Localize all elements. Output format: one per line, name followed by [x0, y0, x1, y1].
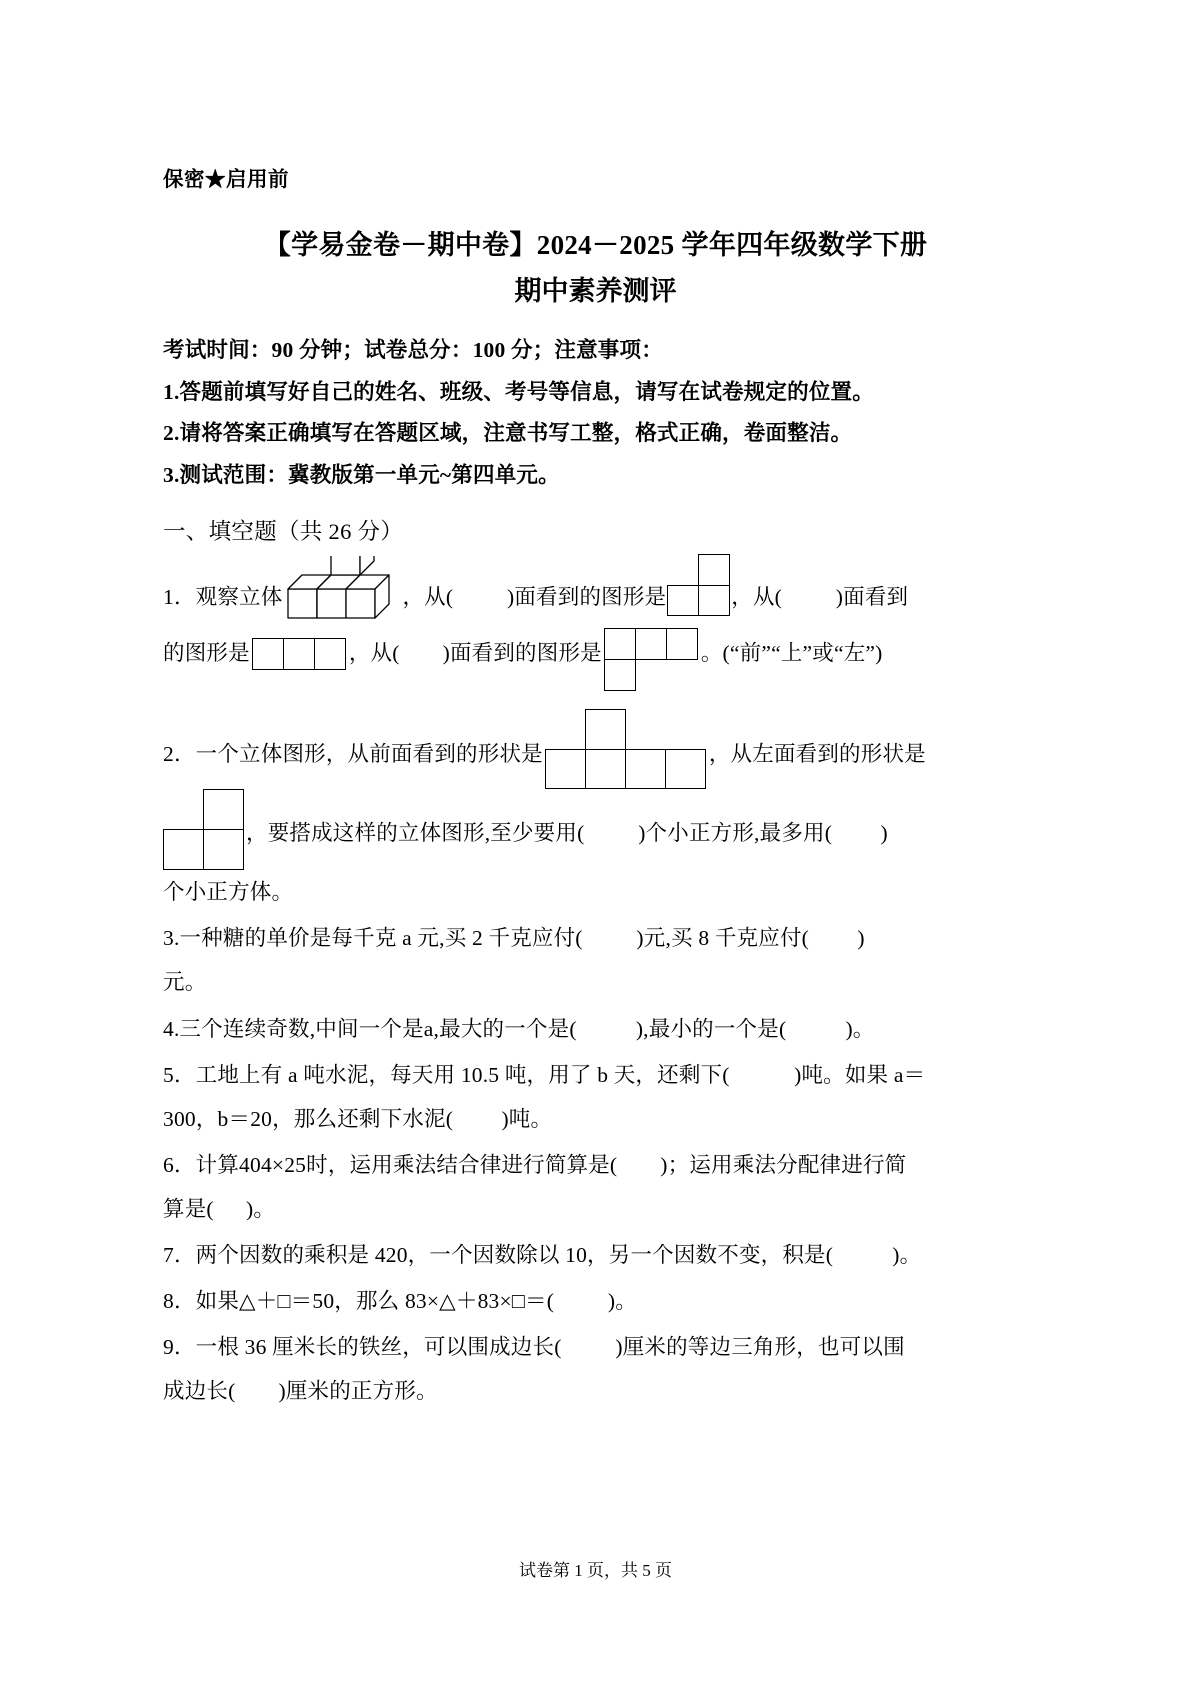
question-2-blank-2[interactable]: [832, 821, 880, 845]
grid-cell: [635, 628, 667, 660]
exam-info: 考试时间：90 分钟；试卷总分：100 分；注意事项：: [163, 337, 663, 362]
question-3-text-4: 元。: [163, 970, 207, 995]
question-4-line-1: [163, 1007, 1028, 1051]
grid-cell: [314, 638, 346, 670]
question-6-blank-2[interactable]: [214, 1197, 246, 1221]
question-8-line-1: [163, 1279, 1028, 1323]
question-5-line-2: [163, 1097, 1028, 1141]
question-8-text-2: )。: [607, 1288, 637, 1313]
grid-cell: [604, 628, 636, 660]
grid-cell: [203, 829, 244, 870]
question-3-blank-2[interactable]: [809, 926, 857, 950]
question-3-line-1: [163, 916, 1028, 960]
question-5-text-3: 300，b＝20，那么还剩下水泥(: [163, 1106, 454, 1131]
question-9-text-3: 成边长(: [163, 1379, 236, 1404]
grid-cell: [667, 585, 699, 616]
question-7-text-1: 两个因数的乘积是 420，一个因数除以 10，另一个因数不变，积是(: [195, 1242, 834, 1267]
question-1-line-1: [163, 554, 1028, 628]
page-content: [163, 168, 1028, 1415]
page-subtitle: 期中素养测评: [514, 276, 677, 307]
question-3-text-1: 一种糖的单价是每千克 a 元,买 2 千克应付(: [179, 926, 583, 951]
question-8-number: 8．: [163, 1288, 196, 1313]
question-2-line-3: [163, 870, 1028, 914]
q2-front-view-shape: [545, 709, 707, 789]
question-9-line-1: [163, 1325, 1028, 1369]
question-5-blank-1[interactable]: [730, 1063, 795, 1087]
question-5-text-1: 工地上有 a 吨水泥，每天用 10.5 吨，用了 b 天，还剩下(: [195, 1062, 730, 1087]
isometric-cube-stack-icon: [283, 556, 401, 628]
question-1-text-7: ，从(: [348, 641, 400, 666]
question-9-blank-2[interactable]: [235, 1379, 278, 1403]
question-3-blank-1[interactable]: [583, 926, 637, 950]
grid-cell: [698, 585, 730, 616]
question-7-line-1: [163, 1233, 1028, 1277]
question-8: [163, 1279, 1028, 1323]
question-4: [163, 1007, 1028, 1051]
question-3: [163, 916, 1028, 1004]
grid-cell: [283, 638, 315, 670]
question-2-text-2: ，从左面看到的形状是: [708, 742, 926, 767]
question-1-blank-2[interactable]: [782, 585, 836, 609]
question-4-blank-2[interactable]: [786, 1017, 845, 1041]
question-1-text-2: ，从(: [402, 585, 454, 610]
grid-cell: [666, 628, 698, 660]
grid-cell: [203, 789, 244, 830]
page-footer: 试卷第 1 页，共 5 页: [519, 1561, 672, 1580]
grid-cell: [625, 749, 666, 789]
question-6-line-1: [163, 1143, 1028, 1187]
question-3-text-3: ): [857, 926, 865, 951]
question-8-text-1: 如果△＋□＝50，那么 83×△＋83×□＝(: [195, 1288, 555, 1313]
q2-left-view-shape: [163, 789, 244, 870]
grid-cell: [545, 749, 586, 789]
question-2-text-1: 一个立体图形，从前面看到的形状是: [195, 742, 543, 767]
question-5-number: 5．: [163, 1062, 196, 1087]
question-4-blank-1[interactable]: [577, 1017, 636, 1041]
question-1-text-1: 观察立体: [195, 585, 283, 610]
grid-cell: [163, 829, 204, 870]
question-3-number: 3.: [163, 926, 180, 951]
question-2-line-2: [163, 789, 1028, 870]
question-7-number: 7．: [163, 1242, 196, 1267]
question-6-text-2: )；运用乘法分配律进行简: [660, 1152, 907, 1177]
q1-view-b-shape: [252, 638, 347, 670]
grid-cell: [252, 638, 284, 670]
question-4-text-1: 三个连续奇数,中间一个是a,最大的一个是(: [179, 1016, 577, 1041]
question-2-text-5: ): [880, 821, 888, 846]
question-2-text-6: 个小正方体。: [163, 880, 294, 905]
note-3: 3.测试范围：冀教版第一单元~第四单元。: [163, 463, 560, 488]
question-3-line-2: [163, 960, 1028, 1004]
question-9-text-2: )厘米的等边三角形，也可以围: [615, 1334, 905, 1359]
question-2-blank-1[interactable]: [584, 821, 638, 845]
grid-cell: [665, 749, 706, 789]
question-1-text-6: 的图形是: [163, 641, 250, 666]
question-7-blank-1[interactable]: [833, 1243, 892, 1267]
question-7-text-2: )。: [892, 1242, 922, 1267]
question-6-text-3: 算是(: [163, 1196, 214, 1221]
question-2-number: 2．: [163, 742, 196, 767]
question-1-text-3: )面看到的图形是: [506, 585, 667, 610]
question-1-text-4: ，从(: [731, 585, 783, 610]
question-6-number: 6．: [163, 1152, 196, 1177]
question-2-text-3: ，要搭成这样的立体图形,至少要用(: [246, 821, 585, 846]
q1-view-a-shape: [667, 554, 730, 616]
q1-solid-figure: [283, 556, 401, 628]
section-heading-fill-in-blank: 一、填空题（共 26 分）: [163, 519, 404, 545]
question-1-blank-1[interactable]: [453, 585, 507, 609]
question-2: [163, 709, 1028, 914]
page-title: 【学易金卷－期中卷】2024－2025 学年四年级数学下册: [263, 229, 928, 260]
question-9-line-2: [163, 1369, 1028, 1413]
secret-notice: 保密★启用前: [163, 169, 289, 191]
question-1-text-9: 。(“前”“上”或“左”): [700, 641, 883, 666]
question-4-number: 4.: [163, 1016, 180, 1041]
question-6-line-2: [163, 1187, 1028, 1231]
question-6-blank-1[interactable]: [617, 1153, 660, 1177]
question-4-text-2: ),最小的一个是(: [635, 1016, 787, 1041]
question-7: [163, 1233, 1028, 1277]
question-3-text-2: )元,买 8 千克应付(: [636, 926, 810, 951]
question-5-text-2: )吨。如果 a＝: [794, 1062, 926, 1087]
q1-view-c-shape: [604, 628, 699, 691]
question-9-number: 9．: [163, 1334, 196, 1359]
question-2-line-1: [163, 709, 1028, 789]
question-4-text-3: )。: [845, 1016, 875, 1041]
grid-cell: [604, 659, 636, 691]
question-1-text-5: )面看到: [835, 585, 909, 610]
grid-cell: [585, 709, 626, 750]
note-2: 2.请将答案正确填写在答题区域，注意书写工整，格式正确，卷面整洁。: [163, 421, 853, 446]
question-6: [163, 1143, 1028, 1231]
question-8-blank-1[interactable]: [554, 1289, 608, 1313]
grid-cell: [698, 554, 730, 586]
question-5-text-4: )吨。: [501, 1106, 553, 1131]
question-9-text-4: )厘米的正方形。: [278, 1379, 438, 1404]
question-1-number: 1．: [163, 585, 196, 610]
question-6-text-1: 计算404×25时，运用乘法结合律进行简算是(: [195, 1152, 618, 1177]
question-2-text-4: )个小正方形,最多用(: [638, 821, 833, 846]
question-9-blank-1[interactable]: [562, 1335, 616, 1359]
question-5-line-1: [163, 1053, 1028, 1097]
note-1: 1.答题前填写好自己的姓名、班级、考号等信息，请写在试卷规定的位置。: [163, 379, 874, 404]
question-5: [163, 1053, 1028, 1141]
grid-cell: [585, 749, 626, 789]
question-1-text-8: )面看到的图形是: [442, 641, 602, 666]
question-9: [163, 1325, 1028, 1413]
question-1: [163, 554, 1028, 691]
question-1-line-2: [163, 628, 1028, 691]
question-9-text-1: 一根 36 厘米长的铁丝，可以围成边长(: [195, 1334, 562, 1359]
question-6-text-4: )。: [246, 1196, 276, 1221]
question-5-blank-2[interactable]: [453, 1107, 501, 1131]
question-1-blank-3[interactable]: [400, 641, 443, 665]
